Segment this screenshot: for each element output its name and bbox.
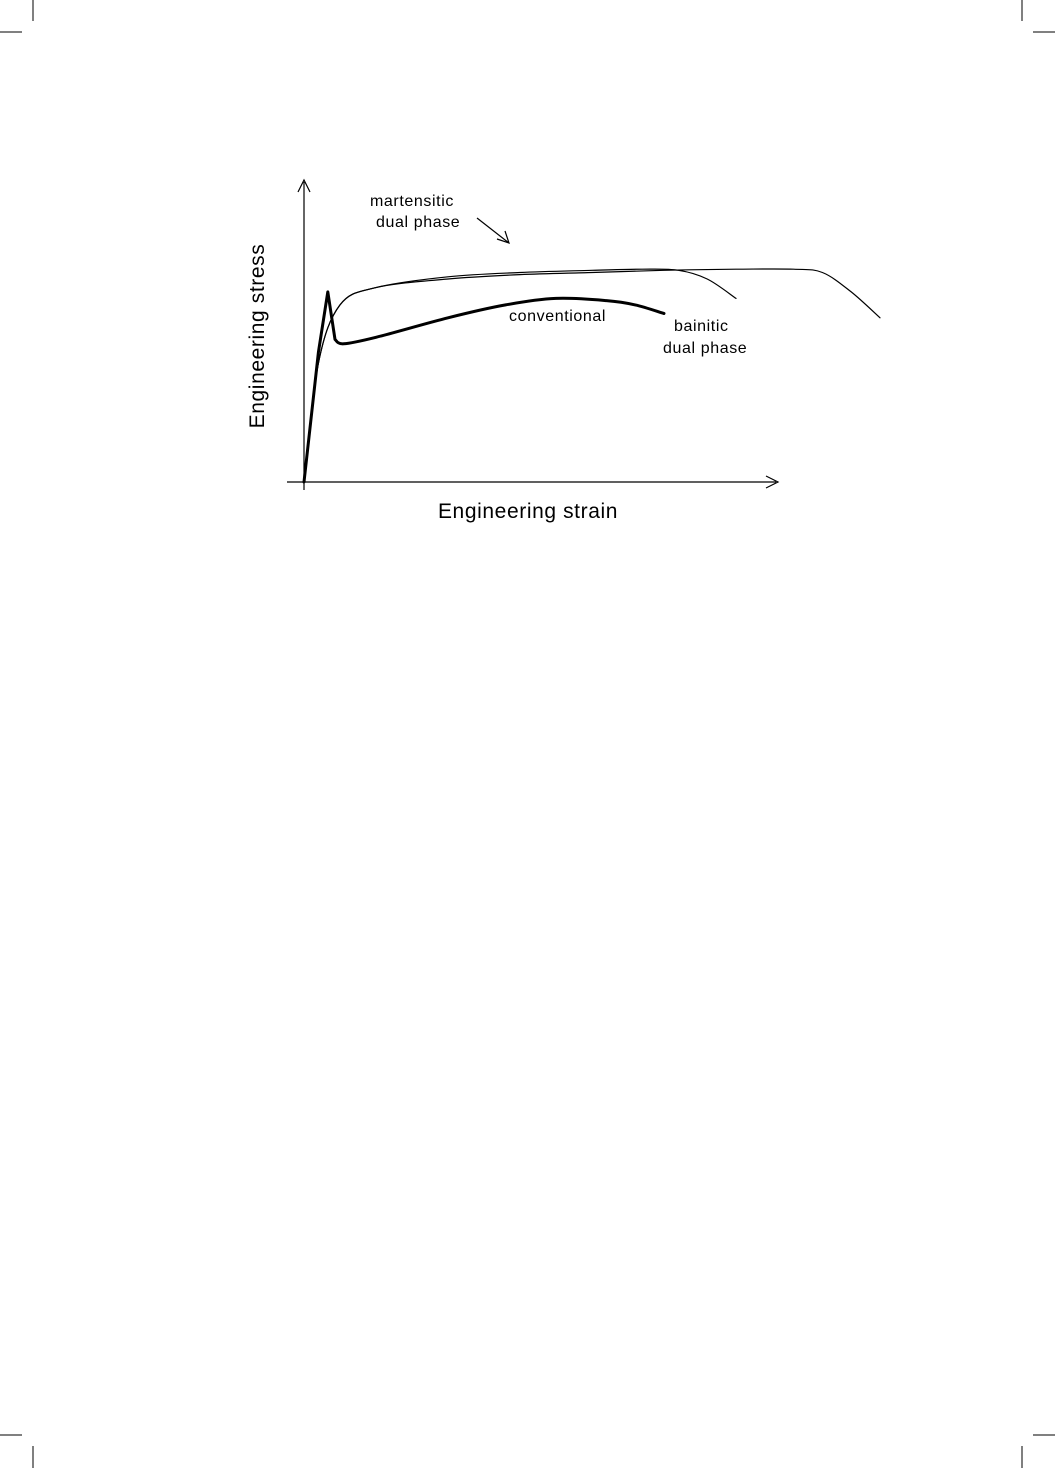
martensitic-pointer-arrow <box>477 218 509 243</box>
annotation-martensitic-line2: dual phase <box>376 214 461 231</box>
axes <box>287 180 778 490</box>
curves <box>304 269 880 482</box>
annotation-martensitic-line1: martensitic <box>370 193 454 210</box>
x-axis-label: Engineering strain <box>437 500 619 523</box>
series-line-conventional <box>304 292 664 482</box>
annotation-bainitic-line2: dual phase <box>663 340 748 357</box>
y-axis-label: Engineering stress <box>246 243 269 429</box>
annotation-bainitic-line1: bainitic <box>674 318 729 335</box>
annotation-conventional: conventional <box>509 308 607 325</box>
pointer-line <box>477 218 509 243</box>
